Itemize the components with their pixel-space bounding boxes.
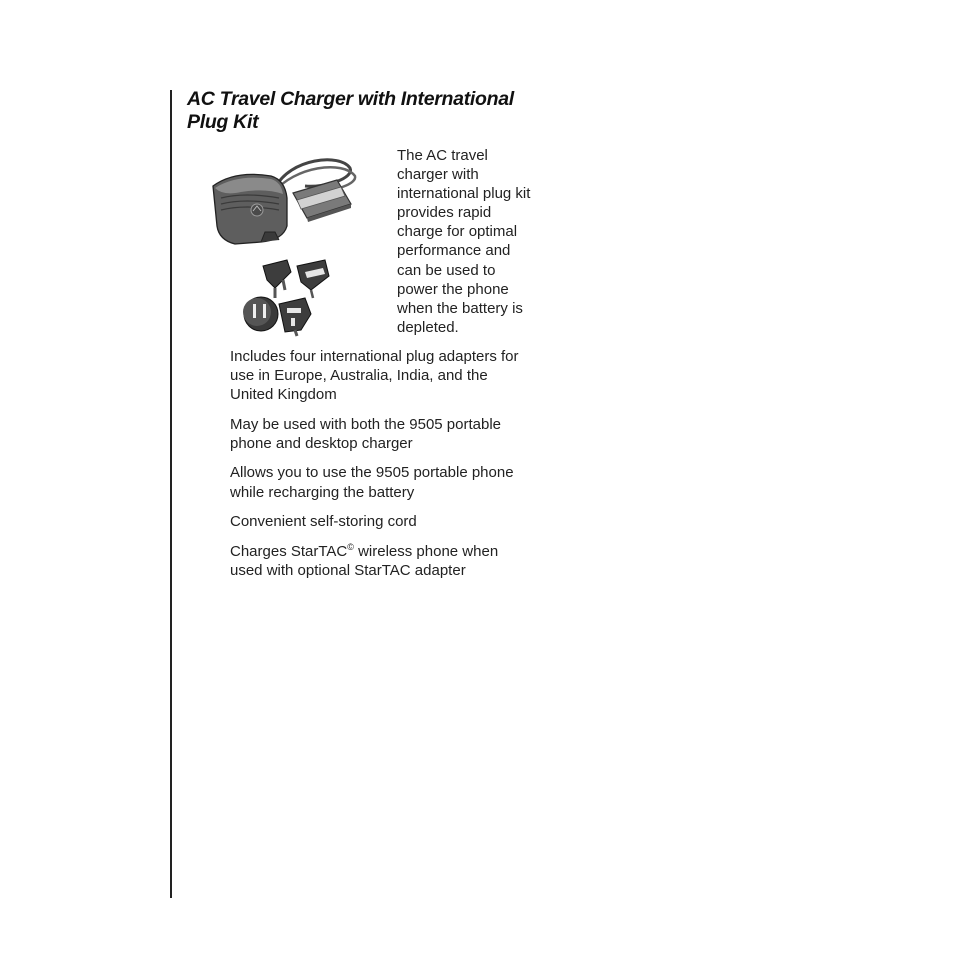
intro-line: international plug kit [397, 185, 531, 203]
feature-line: phone and desktop charger [230, 434, 413, 452]
margin-rule [170, 90, 172, 898]
intro-line: depleted. [397, 318, 459, 336]
feature-text: wireless phone when [353, 542, 499, 560]
intro-line: when the battery is [397, 299, 523, 317]
intro-line: charge for optimal [397, 223, 518, 241]
intro-line: power the phone [397, 280, 509, 298]
section-title-line-1: AC Travel Charger with International [187, 88, 514, 110]
copyright-mark: © [347, 541, 354, 552]
charger-body [213, 174, 287, 244]
feature-compatibility [230, 415, 550, 453]
feature-list [230, 347, 550, 590]
feature-line: May be used with both the 9505 portable [230, 415, 502, 433]
intro-line: charger with [397, 166, 479, 184]
intro-paragraph [397, 146, 547, 337]
intro-line: can be used to [397, 261, 496, 279]
feature-line: United Kingdom [230, 386, 337, 404]
feature-use-while-charging [230, 463, 550, 501]
feature-line: while recharging the battery [230, 483, 415, 501]
feature-line: used with optional StarTAC adapter [230, 561, 466, 579]
intro-line: performance and [397, 242, 511, 260]
section-title [187, 88, 547, 134]
feature-text: Charges StarTAC [230, 542, 348, 560]
feature-line: Includes four international plug adapters for [230, 348, 519, 365]
plug-adapter-australia [297, 260, 329, 298]
intro-line: The AC travel [397, 147, 488, 164]
plug-adapter-europe [263, 260, 291, 298]
plug-adapter-india [243, 297, 278, 331]
charger-product-image [205, 148, 395, 338]
feature-plug-adapters [230, 347, 550, 404]
charger-illustration [205, 148, 395, 338]
feature-startac [230, 542, 550, 580]
plug-adapter-uk [279, 298, 311, 336]
section-title-line-2: Plug Kit [187, 111, 259, 133]
feature-line: Convenient self-storing cord [230, 513, 417, 531]
feature-line: Allows you to use the 9505 portable phone [230, 464, 514, 482]
feature-line: use in Europe, Australia, India, and the [230, 367, 488, 385]
intro-line: provides rapid [397, 204, 492, 222]
feature-cord-storage [230, 512, 550, 531]
